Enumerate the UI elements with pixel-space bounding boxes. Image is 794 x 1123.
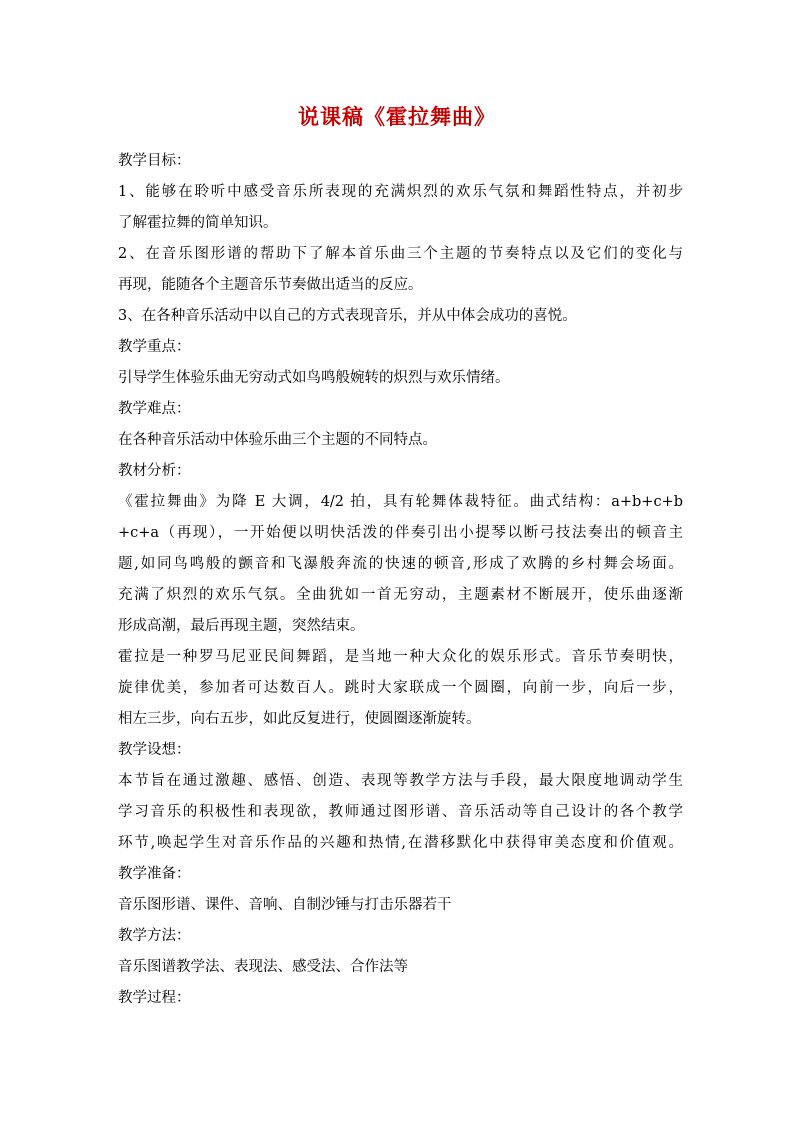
paragraph-line: +c+a（再现），一开始便以明快活泼的伴奏引出小提琴以断弓技法奏出的顿音主	[118, 525, 683, 541]
section-heading-material-analysis: 教材分析：	[118, 463, 191, 479]
paragraph-line: 了解霍拉舞的简单知识。	[118, 215, 278, 231]
paragraph-line: 充满了炽烈的欢乐气氛。全曲犹如一首无穷动，主题素材不断展开，使乐曲逐渐	[118, 587, 683, 603]
section-heading-process: 教学过程：	[118, 990, 191, 1006]
section-heading-teaching-concept: 教学设想：	[118, 742, 191, 758]
paragraph-line: 3、在各种音乐活动中以自己的方式表现音乐，并从中体会成功的喜悦。	[118, 308, 577, 324]
paragraph-line: 相左三步，向右五步，如此反复进行，使圆圈逐渐旋转。	[118, 711, 481, 727]
paragraph-line: 旋律优美，参加者可达数百人。跳时大家联成一个圆圈，向前一步，向后一步，	[118, 680, 683, 696]
paragraph-line: 形成高潮，最后再现主题，突然结束。	[118, 618, 365, 634]
paragraph-line: 再现，能随各个主题音乐节奏做出适当的反应。	[118, 277, 423, 293]
paragraph-line: 学习音乐的积极性和表现欲，教师通过图形谱、音乐活动等自己设计的各个教学	[118, 804, 683, 820]
paragraph-line: 题,如同鸟鸣般的颤音和飞瀑般奔流的快速的顿音,形成了欢腾的乡村舞会场面。	[118, 556, 683, 572]
section-heading-difficulties: 教学难点：	[118, 401, 191, 417]
paragraph-line: 本节旨在通过激趣、感悟、创造、表现等教学方法与手段，最大限度地调动学生	[118, 773, 683, 789]
paragraph-line: 霍拉是一种罗马尼亚民间舞蹈，是当地一种大众化的娱乐形式。音乐节奏明快，	[118, 649, 683, 665]
document-title: 说课稿《霍拉舞曲》	[298, 104, 496, 129]
paragraph-line: 引导学生体验乐曲无穷动式如鸟鸣般婉转的炽烈与欢乐情绪。	[118, 370, 510, 386]
paragraph-line: 1、能够在聆听中感受音乐所表现的充满炽烈的欢乐气氛和舞蹈性特点，并初步	[118, 184, 683, 200]
paragraph-line: 环节,唤起学生对音乐作品的兴趣和热情,在潜移默化中获得审美态度和价值观。	[118, 835, 683, 851]
section-heading-preparation: 教学准备：	[118, 866, 191, 882]
paragraph-line: 音乐图形谱、课件、音响、自制沙锤与打击乐器若干	[118, 897, 452, 913]
paragraph-line: 音乐图谱教学法、表现法、感受法、合作法等	[118, 959, 408, 975]
section-heading-methods: 教学方法：	[118, 928, 191, 944]
paragraph-line: 《霍拉舞曲》为降 E 大调，4/2 拍，具有轮舞体裁特征。曲式结构：a+b+c+b	[118, 494, 683, 510]
section-heading-objectives: 教学目标：	[118, 153, 191, 169]
paragraph-line: 2、在音乐图形谱的帮助下了解本首乐曲三个主题的节奏特点以及它们的变化与	[118, 246, 683, 262]
paragraph-line: 在各种音乐活动中体验乐曲三个主题的不同特点。	[118, 432, 437, 448]
section-heading-key-points: 教学重点：	[118, 339, 191, 355]
document-body	[118, 146, 683, 1014]
